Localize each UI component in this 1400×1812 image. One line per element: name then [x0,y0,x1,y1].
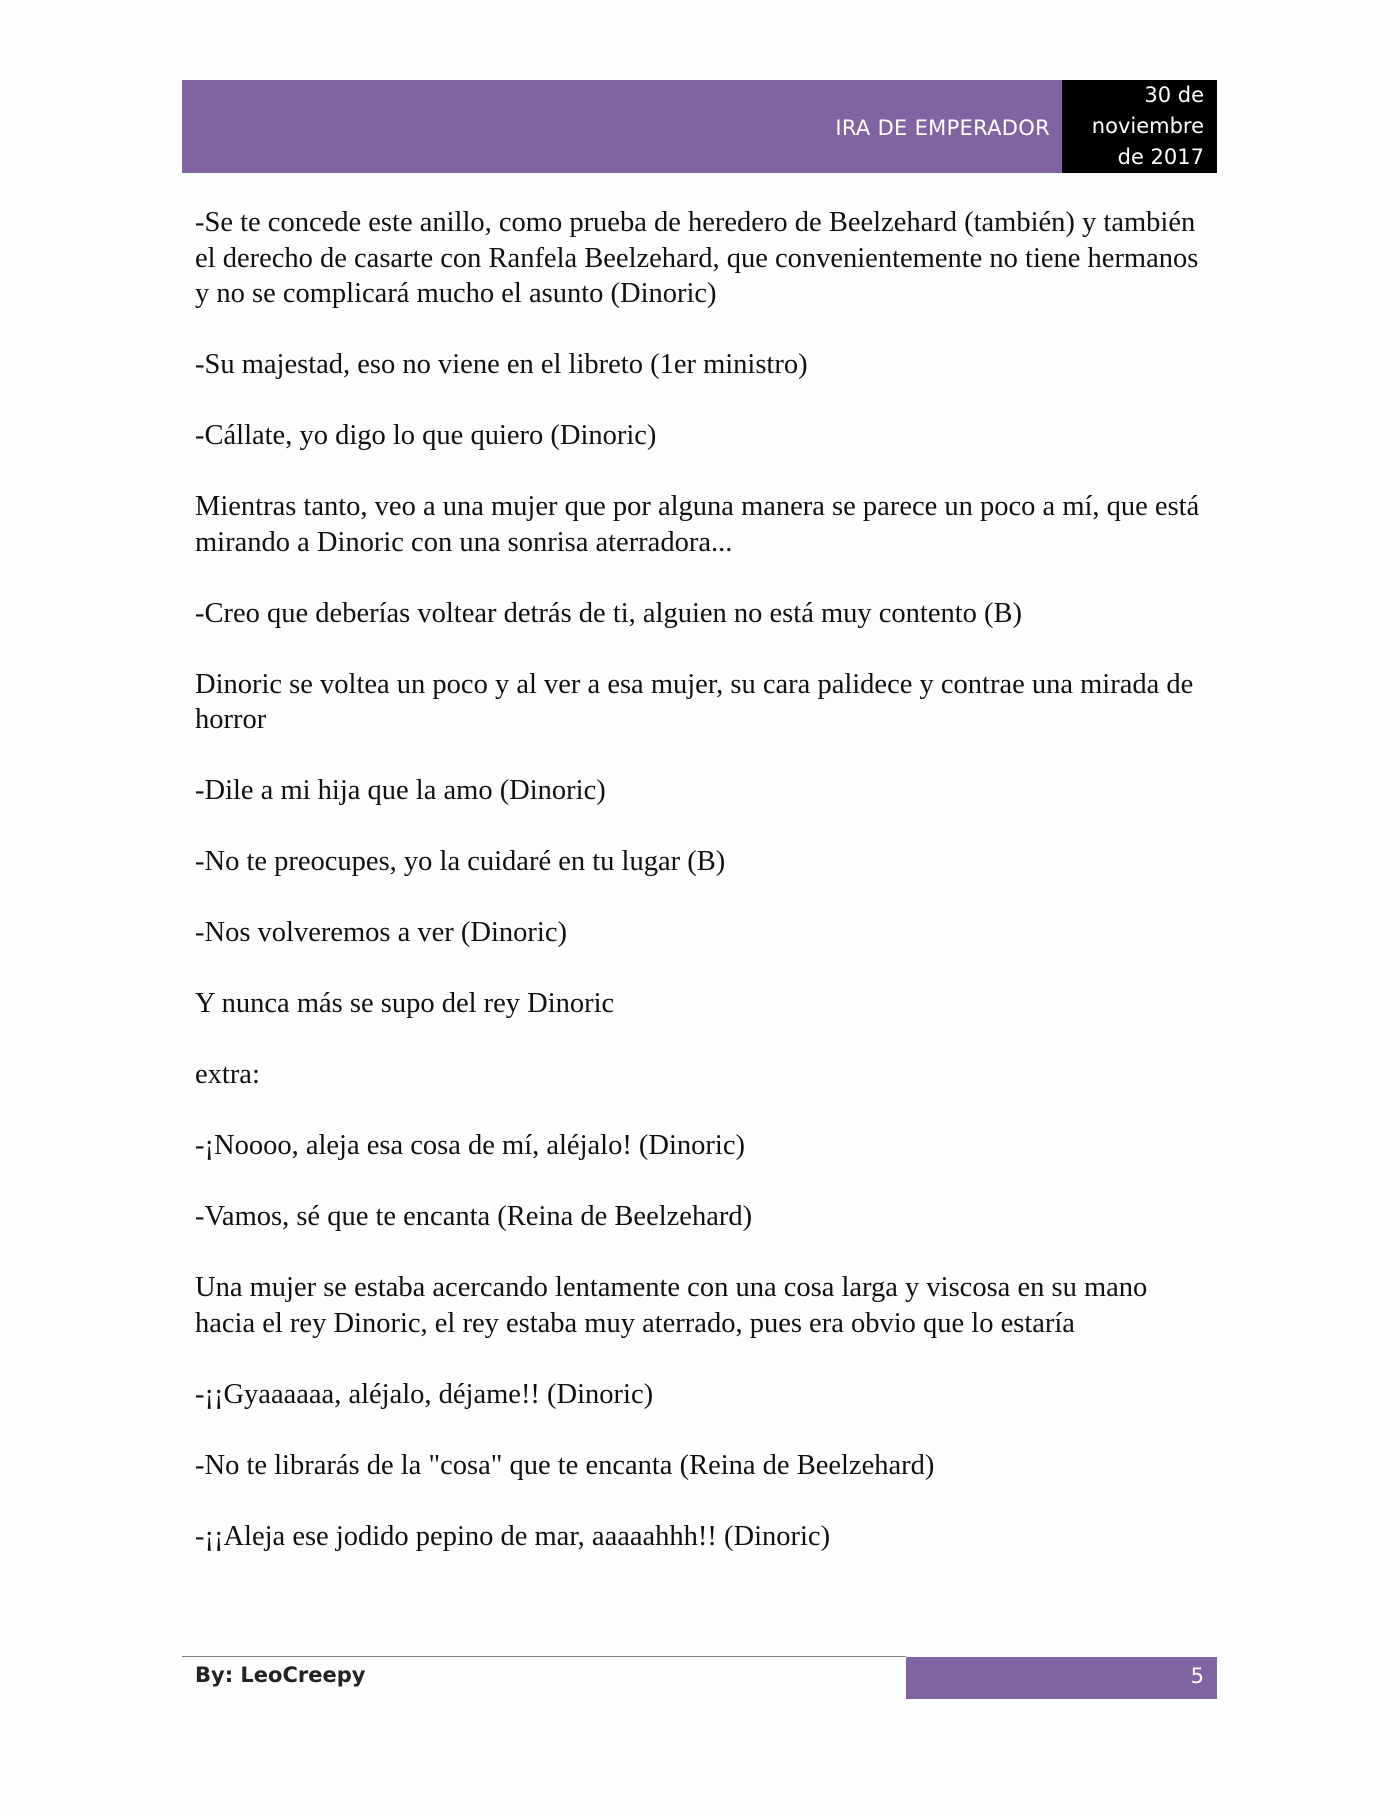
page-header [182,80,1217,173]
paragraph: -¡¡Aleja ese jodido pepino de mar, aaaaahhh!! (Dinoric) [195,1520,831,1552]
paragraph: -Cállate, yo digo lo que quiero (Dinoric) [195,420,657,451]
page-body [195,205,1205,1590]
paragraph: Y nunca más se supo del rey Dinoric [195,988,615,1019]
paragraph: -Nos volveremos a ver (Dinoric) [195,917,567,948]
paragraph: -Se te concede este anillo, como prueba de heredero de Beelzehard (también) y también el derecho de casarte con Ranfela Beelzehard, que convenientemente no tiene hermanos y no se complicará mucho el asunto (Dinoric) [195,207,1199,309]
paragraph: -Dile a mi hija que la amo (Dinoric) [195,775,606,806]
document-title: IRA DE EMPERADOR [835,115,1050,140]
page-number: 5 [1190,1664,1204,1688]
paragraph: -Creo que deberías voltear detrás de ti, alguien no está muy contento (B) [195,597,1023,629]
document-date: 30 de noviembre de 2017 [1091,83,1204,169]
header-title-band [182,80,1062,173]
paragraph: -¡Noooo, aleja esa cosa de mí, aléjalo! (Dinoric) [195,1130,745,1161]
paragraph: Mientras tanto, veo a una mujer que por alguna manera se parece un poco a mí, que está mirando a Dinoric con una sonrisa aterradora... [195,491,1200,558]
footer-author: By: LeoCreepy [195,1663,366,1687]
footer-page-band [906,1657,1217,1699]
paragraph: -Su majestad, eso no viene en el libreto (1er ministro) [195,349,808,380]
paragraph: -Vamos, sé que te encanta (Reina de Beelzehard) [195,1201,753,1232]
header-date-band [1062,80,1217,173]
footer-divider [182,1656,906,1657]
paragraph: -¡¡Gyaaaaaa, aléjalo, déjame!! (Dinoric) [195,1378,654,1410]
paragraph: -No te preocupes, yo la cuidaré en tu lugar (B) [195,846,726,877]
paragraph: Dinoric se voltea un poco y al ver a esa mujer, su cara palidece y contrae una mirada de horror [195,668,1194,735]
paragraph: -No te librarás de la "cosa" que te encanta (Reina de Beelzehard) [195,1449,935,1481]
paragraph: Una mujer se estaba acercando lentamente con una cosa larga y viscosa en su mano hacia el rey Dinoric, el rey estaba muy aterrado, pues era obvio que lo estaría [195,1272,1148,1339]
paragraph: extra: [195,1059,260,1090]
